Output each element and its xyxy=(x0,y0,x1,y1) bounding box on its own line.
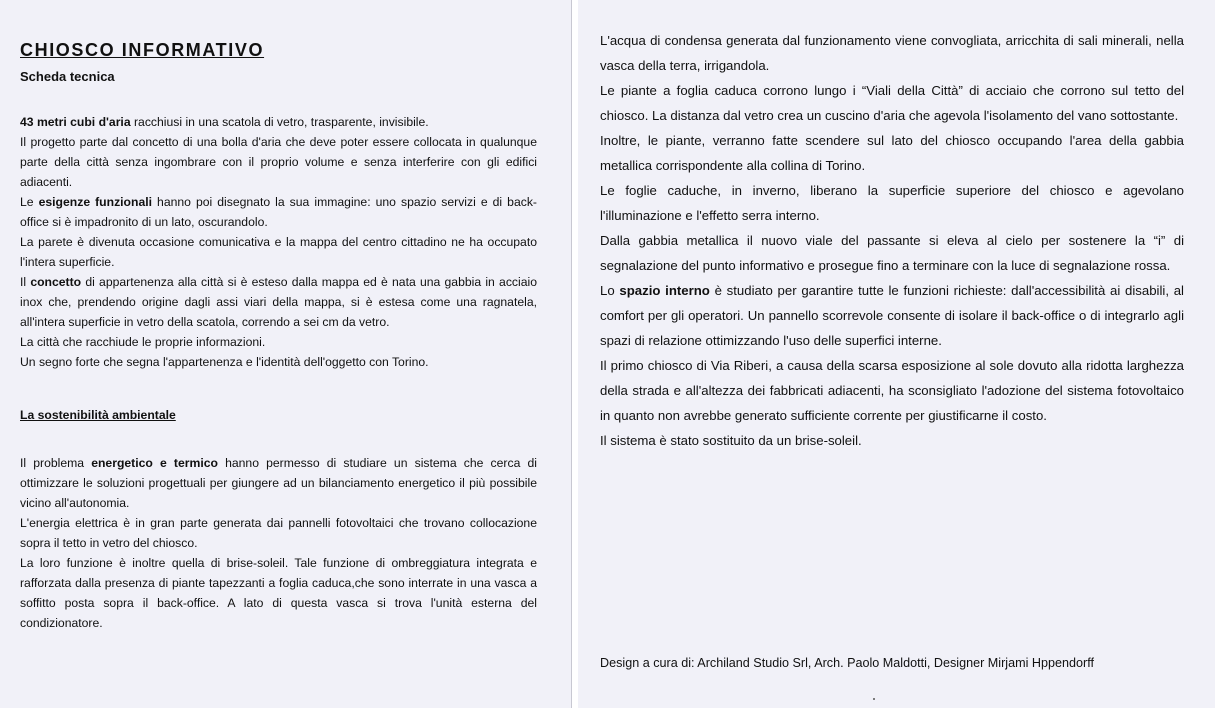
paragraph-photovoltaic: L'energia elettrica è in gran parte generata dai pannelli fotovoltaici che trovano collocazione sopra il tetto in vetro del chiosco. xyxy=(20,516,537,550)
paragraph-air-volume: 43 metri cubi d'aria racchiusi in una scatola di vetro, trasparente, invisibile. xyxy=(20,115,429,129)
document-title: CHIOSCO INFORMATIVO xyxy=(20,40,265,60)
paragraph-city-info: La città che racchiude le proprie informazioni. xyxy=(20,335,266,349)
right-page xyxy=(578,0,1215,708)
paragraph-functional-needs: Le esigenze funzionali hanno poi disegnato la sua immagine: uno spazio servizi e di back-office si è impadronito di un lato, oscurandolo. xyxy=(20,195,537,229)
bold-phrase: concetto xyxy=(30,275,82,289)
bold-phrase: 43 metri cubi d'aria xyxy=(20,115,131,129)
paragraph-plants-descend: Inoltre, le piante, verranno fatte scendere sul lato del chiosco occupando l'area della gabbia metallica corrispondente alla collina di Torino. xyxy=(600,133,1184,173)
paragraph-metal-cage: Dalla gabbia metallica il nuovo viale del passante si eleva al cielo per sostenere la “i” di segnalazione del punto informativo e prosegue fino a terminare con la luce di segnalazione rossa. xyxy=(600,233,1184,273)
paragraph-concept: Il concetto di appartenenza alla città si è esteso dalla mappa ed è nata una gabbia in acciaio inox che, prendendo origine dagli assi viari della mappa, si è estesa come una ragnatela, all'intera superficie in vetro della scatola, correndo a sei cm da vetro. xyxy=(20,275,537,329)
paragraph-replaced: Il sistema è stato sostituito da un brise-soleil. xyxy=(600,433,862,448)
section-heading-sustainability: La sostenibilità ambientale xyxy=(20,408,176,422)
bold-phrase: esigenze funzionali xyxy=(38,195,152,209)
scan-dot xyxy=(873,698,875,700)
paragraph-wall-map: La parete è divenuta occasione comunicativa e la mappa del centro cittadino ne ha occupato l'intera superficie. xyxy=(20,235,537,269)
paragraph-bubble-concept: Il progetto parte dal concetto di una bolla d'aria che deve poter essere collocata in qualunque parte della città senza ingombrare con il proprio volume e senza interferire con gli edifici adiacenti. xyxy=(20,135,537,189)
paragraph-interior-space: Lo spazio interno è studiato per garantire tutte le funzioni richieste: dall'accessibilità ai disabili, al comfort per gli operatori. Un pannello scorrevole consente di isolare il back-office o di integrarlo agli spazi di relazione ottimizzando l'uso delle superfici interne. xyxy=(600,283,1184,348)
design-credit: Design a cura di: Archiland Studio Srl, Arch. Paolo Maldotti, Designer Mirjami Hppendorff xyxy=(600,656,1094,670)
left-text-column xyxy=(20,38,537,633)
paragraph-brise-soleil: La loro funzione è inoltre quella di brise-soleil. Tale funzione di ombreggiatura integrata e rafforzata dalla presenza di piante tapezzanti a foglia caduca,che sono interrate in una vasca a soffitto posta sopra il back-office. A lato di questa vasca si trova l'unità esterna del condizionatore. xyxy=(20,556,537,630)
bold-phrase: spazio interno xyxy=(619,283,710,298)
document-subtitle: Scheda tecnica xyxy=(20,69,115,84)
paragraph-deciduous-plants: Le piante a foglia caduca corrono lungo i “Viali della Città” di acciaio che corrono sul tetto del chiosco. La distanza dal vetro crea un cuscino d'aria che agevola l'isolamento del vano sottostante. xyxy=(600,83,1184,123)
right-text-column xyxy=(600,28,1184,453)
paragraph-strong-sign: Un segno forte che segna l'appartenenza e l'identità dell'oggetto con Torino. xyxy=(20,355,429,369)
bold-phrase: energetico e termico xyxy=(91,456,218,470)
left-page xyxy=(0,0,572,708)
paragraph-condensate: L'acqua di condensa generata dal funzionamento viene convogliata, arricchita di sali minerali, nella vasca della terra, irrigandola. xyxy=(600,33,1184,73)
paragraph-winter-leaves: Le foglie caduche, in inverno, liberano la superficie superiore del chiosco e agevolano l'illuminazione e l'effetto serra interno. xyxy=(600,183,1184,223)
paragraph-energy-problem: Il problema energetico e termico hanno permesso di studiare un sistema che cerca di ottimizzare le soluzioni progettuali per giungere ad un bilanciamento energetico il più possibile vicino all'autonomia. xyxy=(20,456,537,510)
paragraph-via-riberi: Il primo chiosco di Via Riberi, a causa della scarsa esposizione al sole dovuto alla ridotta larghezza della strada e all'altezza dei fabbricati adiacenti, ha sconsigliato l'adozione del sistema fotovoltaico in quanto non avrebbe generato sufficiente corrente per giustificarne il costo. xyxy=(600,358,1184,423)
